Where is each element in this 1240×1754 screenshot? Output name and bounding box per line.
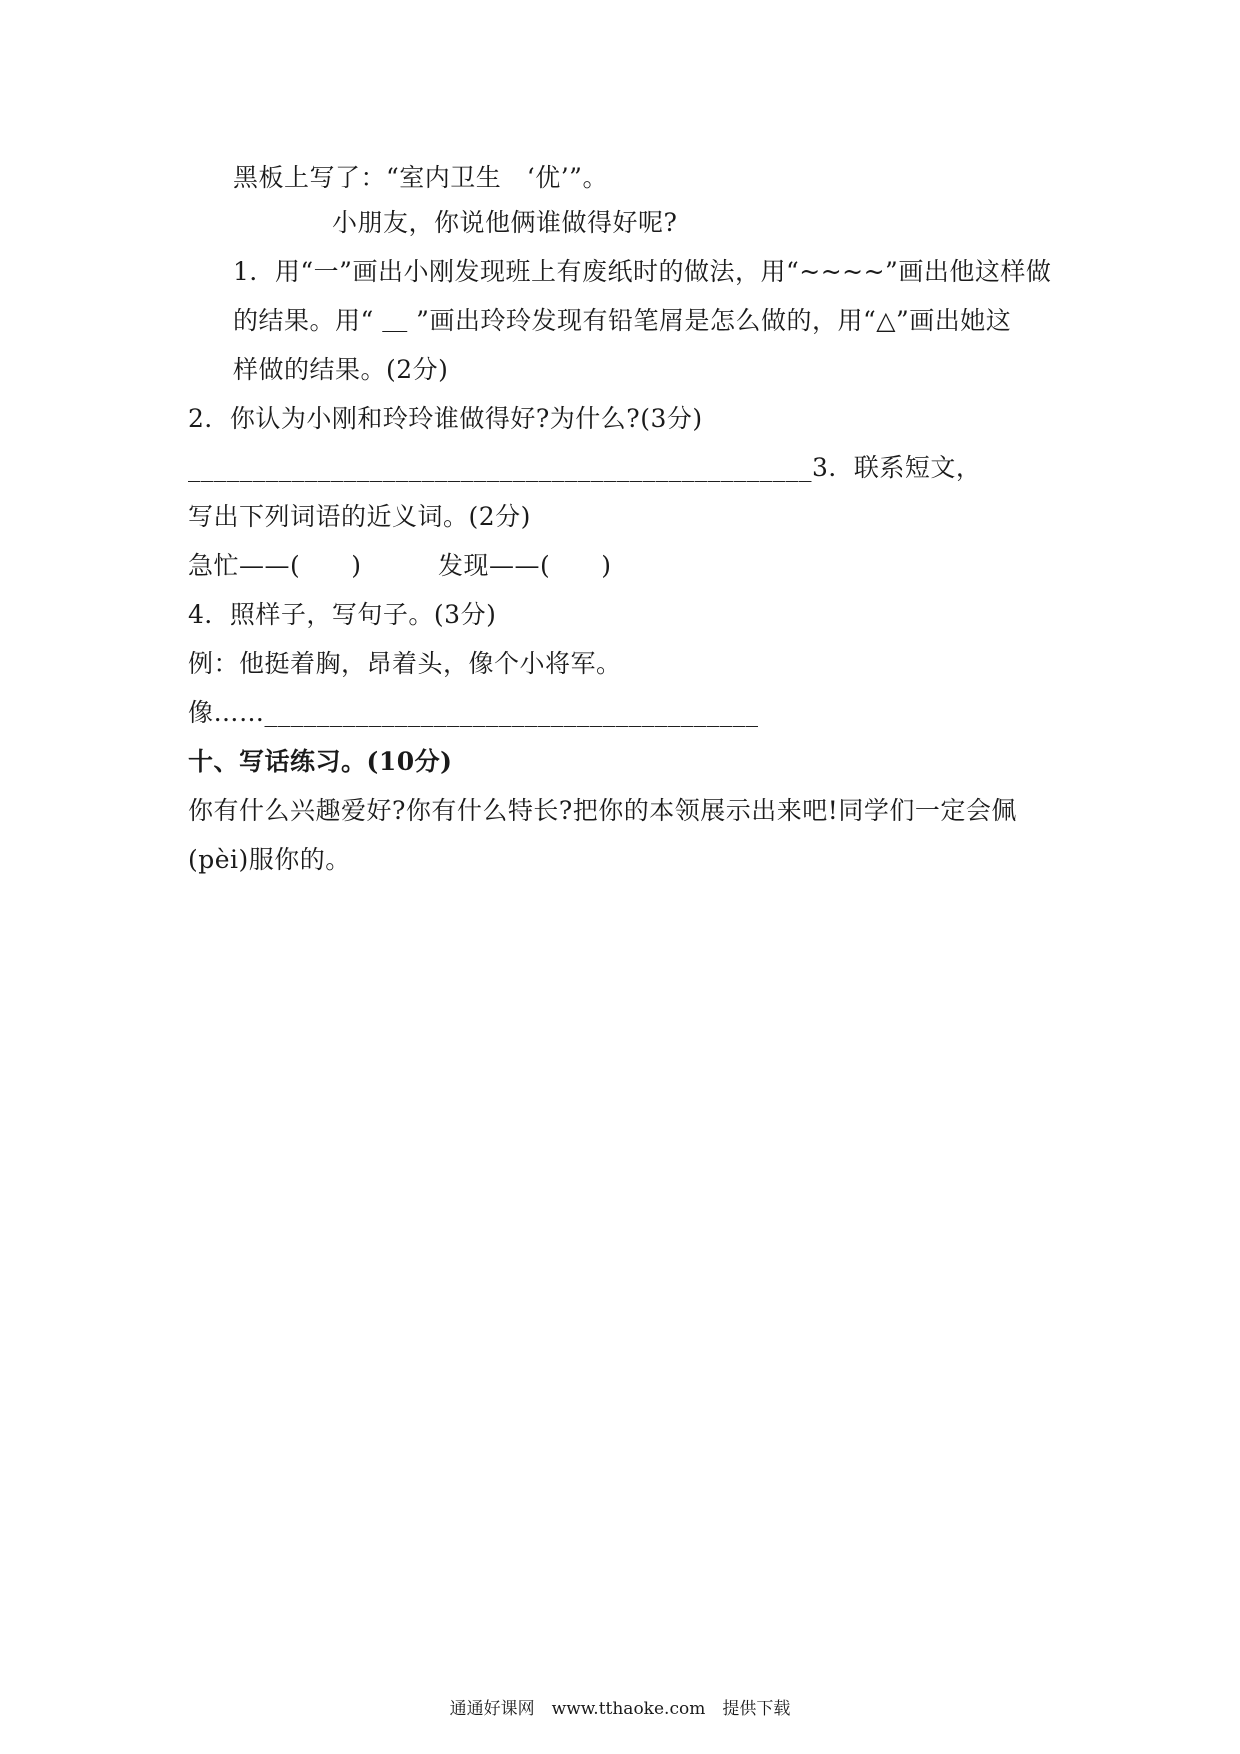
question-1-line-1: 1．用“一”画出小刚发现班上有废纸时的做法，用“~~~~”画出他这样做 — [233, 257, 1052, 286]
question-3-words: 急忙——( ) 发现——( ) — [188, 551, 612, 580]
page-footer: 通通好课网 www.tthaoke.com 提供下载 — [449, 1699, 791, 1719]
section-10-prompt-line-2: (pèi)服你的。 — [188, 845, 351, 874]
question-2: 2．你认为小刚和玲玲谁做得好?为什么?(3分) — [188, 404, 703, 433]
section-10-prompt-line-1: 你有什么兴趣爱好?你有什么特长?把你的本领展示出来吧!同学们一定会佩 — [188, 796, 1017, 825]
question-4-example: 例：他挺着胸，昂着头，像个小将军。 — [188, 649, 622, 678]
question-4-answer-blank: 像……______________________________________ — [188, 698, 759, 727]
question-1-line-2: 的结果。用“ ＿ ”画出玲玲发现有铅笔屑是怎么做的，用“△”画出她这 — [233, 306, 1012, 335]
section-10-heading: 十、写话练习。(10分) — [188, 747, 453, 776]
closing-question: 小朋友，你说他俩谁做得好呢? — [332, 208, 678, 237]
story-continued-text: 黑板上写了：“室内卫生 ‘优’”。 — [233, 163, 608, 192]
question-3-continued: 写出下列词语的近义词。(2分) — [188, 502, 531, 531]
answer-line-and-question-3-start: ________________________________________________3．联系短文， — [188, 453, 982, 482]
question-1-line-3: 样做的结果。(2分) — [233, 355, 449, 384]
question-4: 4．照样子，写句子。(3分) — [188, 600, 497, 629]
